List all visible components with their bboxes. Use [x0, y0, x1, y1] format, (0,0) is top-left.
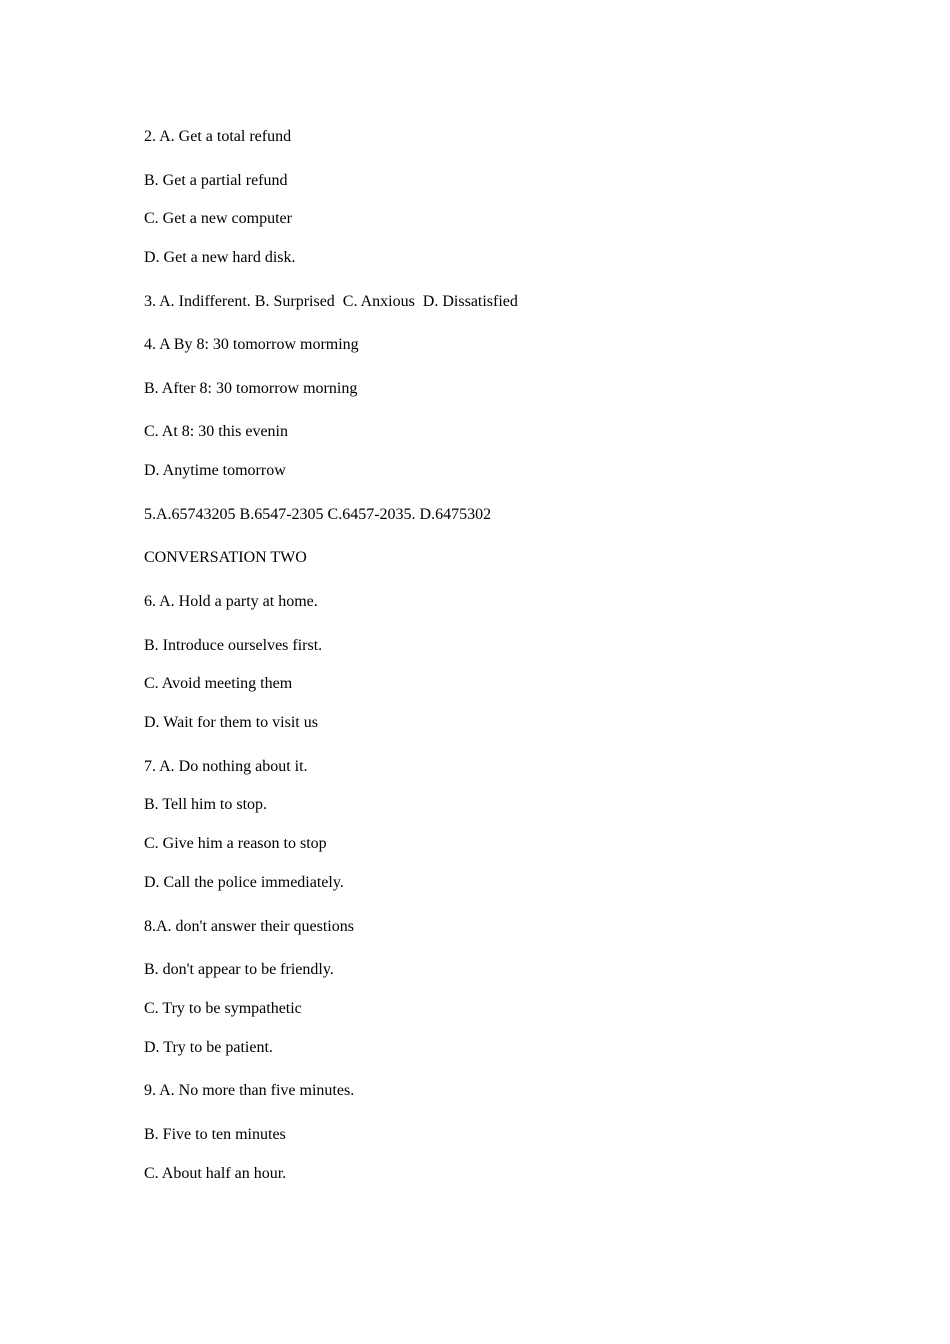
- q7-option-b: B. Tell him to stop.: [144, 796, 268, 813]
- q6-option-b: B. Introduce ourselves first.: [144, 637, 323, 654]
- q4-option-b: B. After 8: 30 tomorrow morning: [144, 380, 358, 397]
- q7-option-d: D. Call the police immediately.: [144, 874, 344, 891]
- q9-option-c: C. About half an hour.: [144, 1165, 287, 1182]
- q7-option-a: 7. A. Do nothing about it.: [144, 758, 308, 775]
- q2-option-d: D. Get a new hard disk.: [144, 249, 296, 266]
- q9-option-a: 9. A. No more than five minutes.: [144, 1082, 355, 1099]
- q4-option-c: C. At 8: 30 this evenin: [144, 423, 288, 440]
- q8-option-d: D. Try to be patient.: [144, 1039, 273, 1056]
- q3-options: 3. A. Indifferent. B. Surprised C. Anxious D. Dissatisfied: [144, 293, 518, 310]
- q8-option-c: C. Try to be sympathetic: [144, 1000, 302, 1017]
- q2-option-a: 2. A. Get a total refund: [144, 128, 292, 145]
- section-heading: CONVERSATION TWO: [144, 549, 307, 566]
- q4-option-a: 4. A By 8: 30 tomorrow morming: [144, 336, 359, 353]
- q5-options: 5.A.65743205 B.6547-2305 C.6457-2035. D.6475302: [144, 506, 492, 523]
- q6-option-a: 6. A. Hold a party at home.: [144, 593, 318, 610]
- q2-option-b: B. Get a partial refund: [144, 172, 288, 189]
- q6-option-c: C. Avoid meeting them: [144, 675, 293, 692]
- q8-option-b: B. don't appear to be friendly.: [144, 961, 334, 978]
- q6-option-d: D. Wait for them to visit us: [144, 714, 318, 731]
- q7-option-c: C. Give him a reason to stop: [144, 835, 327, 852]
- q9-option-b: B. Five to ten minutes: [144, 1126, 286, 1143]
- q4-option-d: D. Anytime tomorrow: [144, 462, 286, 479]
- q2-option-c: C. Get a new computer: [144, 210, 292, 227]
- q8-option-a: 8.A. don't answer their questions: [144, 918, 354, 935]
